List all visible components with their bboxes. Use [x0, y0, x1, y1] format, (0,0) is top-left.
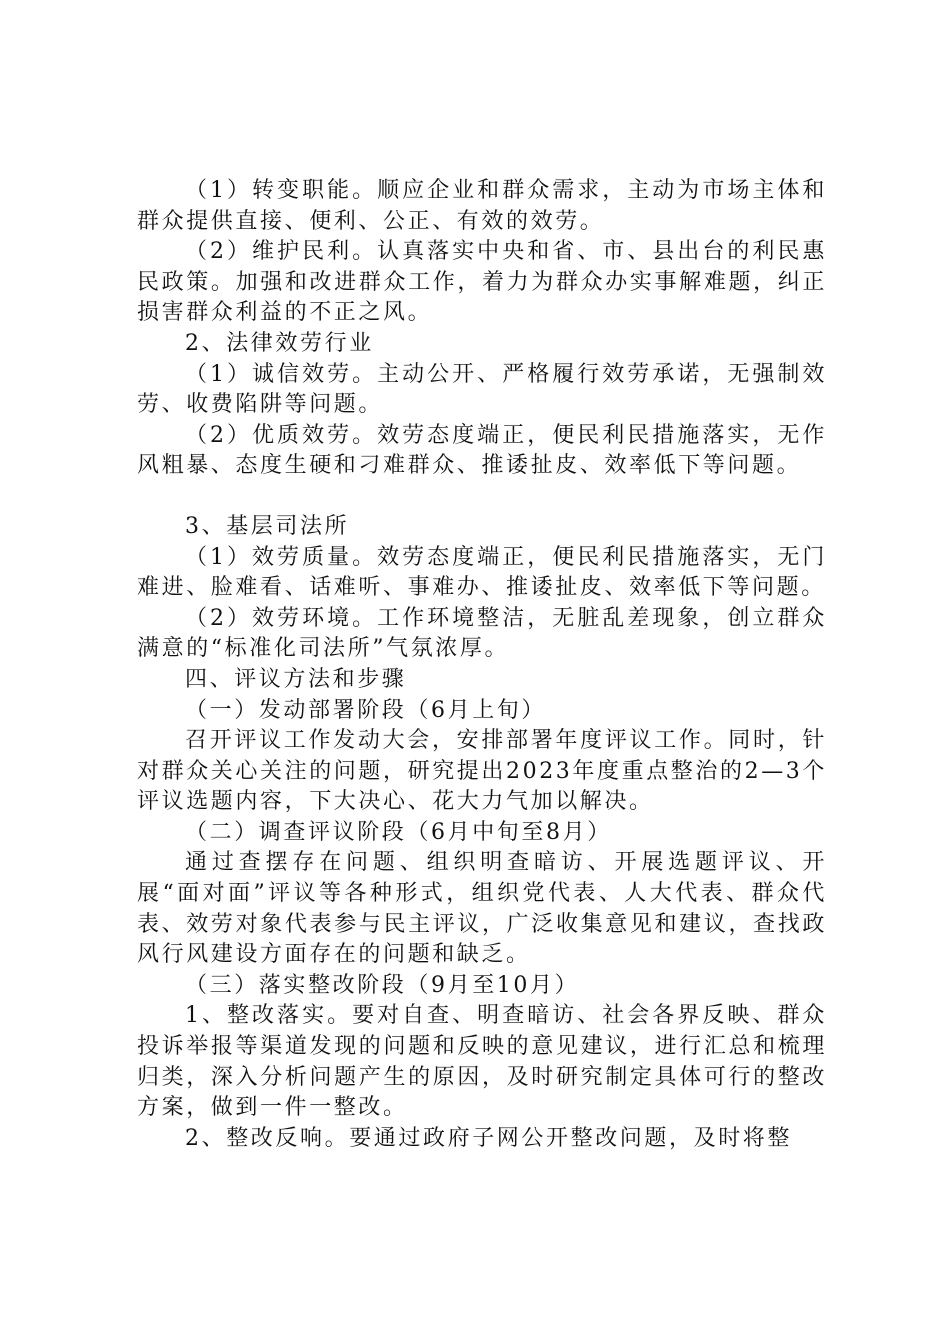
paragraph-honest-service: （1）诚信效劳。主动公开、严格履行效劳承诺，无强制效劳、收费陷阱等问题。 [137, 361, 827, 418]
heading-grassroots-judicial-office: 3、基层司法所 [185, 513, 350, 539]
paragraph-protect-people-interests: （2）维护民利。认真落实中央和省、市、县出台的利民惠民政策。加强和改进群众工作，着力为群众办实事解难题，纠正损害群众利益的不正之风。 [137, 239, 827, 326]
document-body [137, 176, 827, 1154]
paragraph-transform-functions: （1）转变职能。顺应企业和群众需求，主动为市场主体和群众提供直接、便利、公正、有效的效劳。 [137, 178, 827, 234]
paragraph-quality-service: （2）优质效劳。效劳态度端正，便民利民措施落实，无作风粗暴、态度生硬和刁难群众、推诿扯皮、效率低下等问题。 [137, 422, 827, 479]
paragraph-spacer [137, 482, 827, 512]
heading-legal-service-industry: 2、法律效劳行业 [185, 330, 374, 356]
paragraph-investigation-details: 通过查摆存在问题、组织明查暗访、开展选题评议、开展“面对面”评议等各种形式，组织党代表、人大代表、群众代表、效劳对象代表参与民主评议，广泛收集意见和建议，查找政风行风建设方面存在的问题和缺乏。 [137, 850, 827, 968]
paragraph-service-environment: （2）效劳环境。工作环境整洁，无脏乱差现象，创立群众满意的“标准化司法所”气氛浓厚。 [137, 605, 827, 662]
paragraph-rectification-implementation: 1、整改落实。要对自查、明查暗访、社会各界反映、群众投诉举报等渠道发现的问题和反映的意见建议，进行汇总和梳理归类，深入分析问题产生的原因，及时研究制定具体可行的整改方案，做到一件一整改。 [137, 1003, 827, 1121]
heading-mobilization-phase: （一）发动部署阶段（6月上旬） [185, 697, 546, 723]
heading-evaluation-methods-steps: 四、评议方法和步骤 [185, 666, 407, 692]
heading-rectification-phase: （三）落实整改阶段（9月至10月） [185, 972, 580, 998]
paragraph-rectification-feedback: 2、整改反响。要通过政府子网公开整改问题，及时将整 [185, 1125, 792, 1151]
paragraph-service-quality: （1）效劳质量。效劳态度端正，便民利民措施落实，无门难进、脸难看、话难听、事难办、推诿扯皮、效率低下等问题。 [137, 544, 827, 601]
paragraph-mobilization-details: 召开评议工作发动大会，安排部署年度评议工作。同时，针对群众关心关注的问题，研究提出2023年度重点整治的2—3个评议选题内容，下大决心、花大力气加以解决。 [137, 728, 827, 815]
heading-investigation-phase: （二）调查评议阶段（6月中旬至8月） [185, 819, 612, 845]
